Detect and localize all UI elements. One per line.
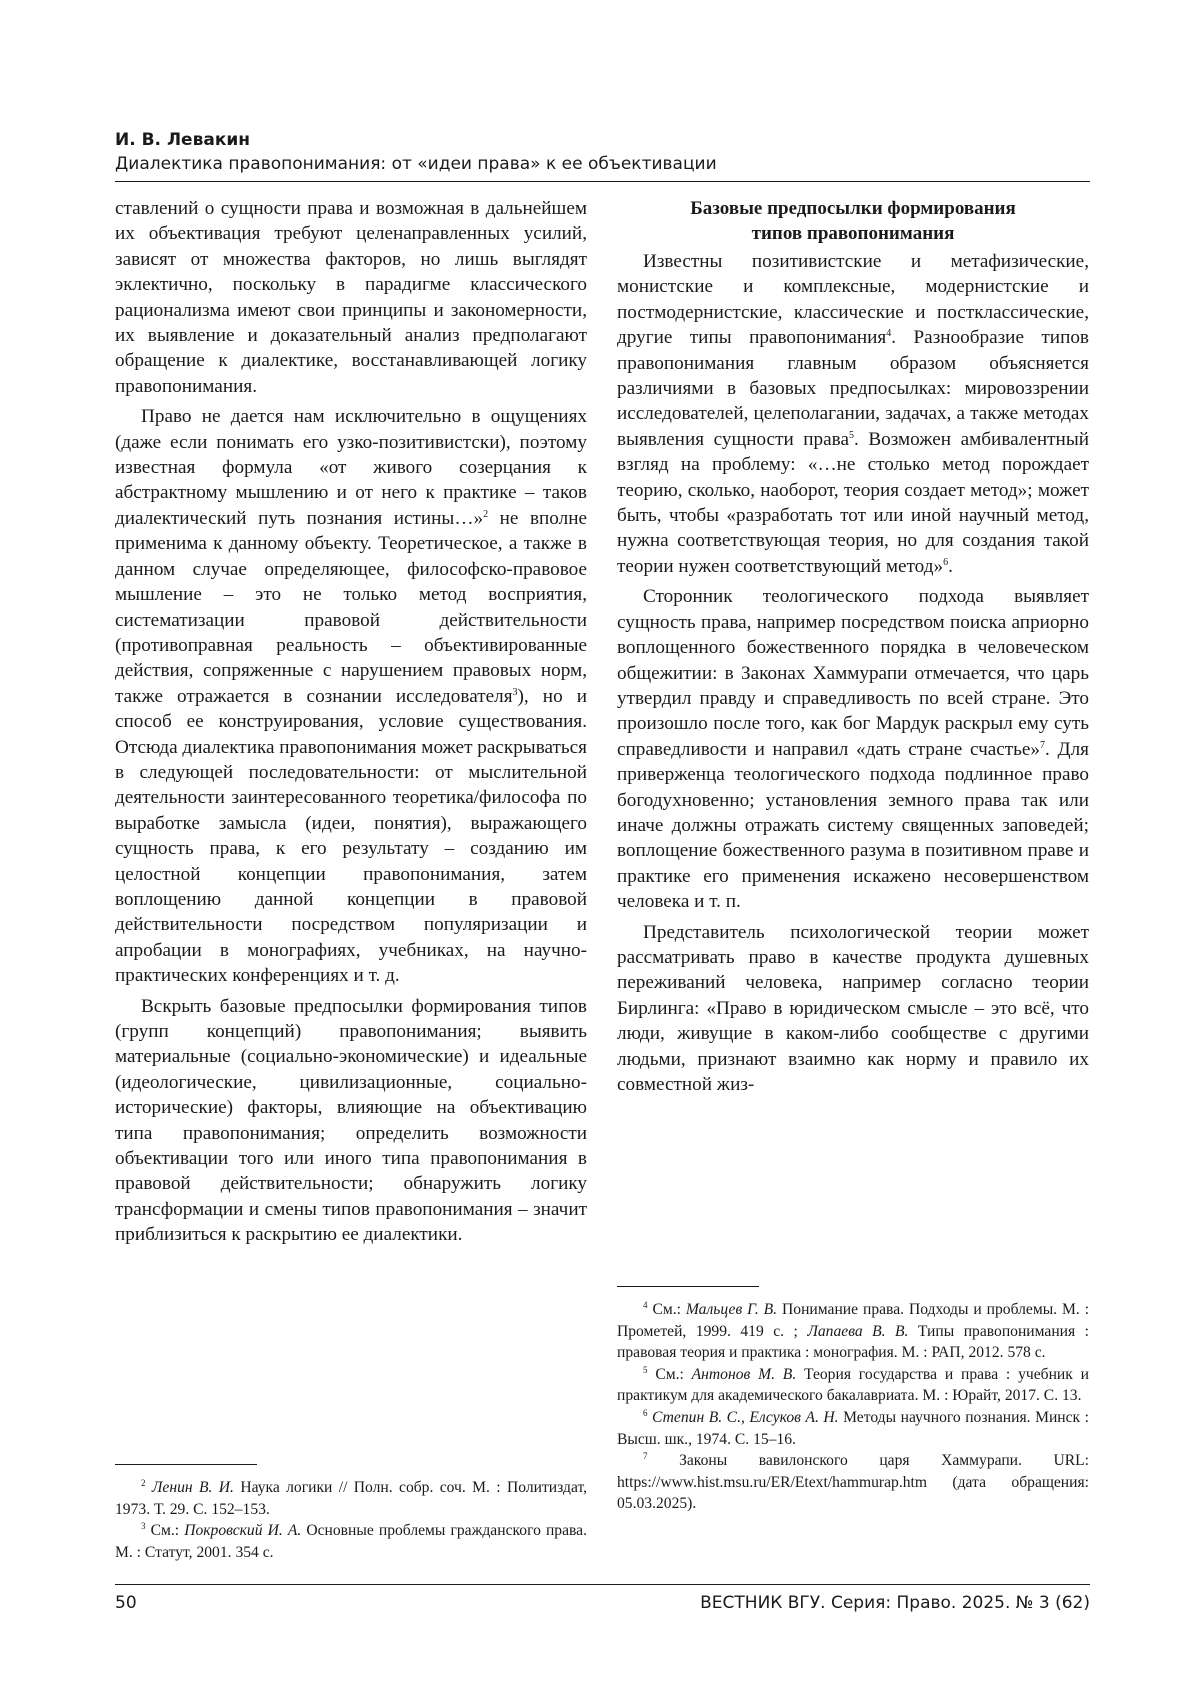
footnote-ref[interactable]: 2 — [483, 509, 488, 520]
footnote-rule — [617, 1286, 759, 1287]
right-paragraph-1: Известны позитивистские и метафизические, монистские и комплексные, модернистские и постмодернистские, классические и постклассические, другие типы правопонимания4. Разнообразие типов правопонимания главным образом объясняется различиями в базовых предпосылках: мировоззрении исследователей, целеполагании, задачах, а также методах выявления сущности права5. Возможен амбивалентный взгляд на проблему: «…не столько метод порождает теорию, сколько, наоборот, теория создает метод»; может быть, чтобы «разработать тот или иной научный метод, нужна соответствующая теория, но для создания такой теории нужен соответствующий метод»6. — [617, 249, 1089, 579]
left-paragraph-3: Вскрыть базовые предпосылки формирования типов (групп концепций) правопонимания; выявить материальные (социально-экономические) и идеальные (идеологические, цивилизационные, социально-исторические) факторы, влияющие на объективацию типа правопонимания; определить возможности объективации того или иного типа правопонимания в правовой действительности; обнаружить логику трансформации и смены типов правопонимания – значит приблизиться к раскрытию ее диалектики. — [115, 994, 587, 1248]
footnotes-left — [115, 1464, 587, 1563]
footnote-7-link[interactable]: Законы вавилонского царя Хаммурапи. URL: https://www.hist.msu.ru/ER/Etext/hammurap.htm (дата обращения: 05.03.2025). — [617, 1452, 1089, 1512]
footnote-3: 3 См.: Покровский И. А. Основные проблемы гражданского права. М. : Статут, 2001. 354 с. — [115, 1520, 587, 1563]
left-paragraph-2: Право не дается нам исключительно в ощущениях (даже если понимать его узко-позитивистски), поэтому известная формула «от живого созерцания к абстрактному мышлению и от него к практике – таков диалектический путь познания истины…»2 не вполне применима к данному объекту. Теоретическое, а также в данном случае определяющее, философско-правовое мышление – это не только метод восприятия, систематизации правовой действительности (противоправная реальность – объективированные действия, сопряженные с нарушением правовых норм, также отражается в сознании исследователя3), но и способ ее конструирования, условие существования. Отсюда диалектика правопонимания может раскрываться в следующей последовательности: от мыслительной деятельности заинтересованного теоретика/философа по выработке замысла (идеи, понятия), выражающего сущность права, к его результату – созданию им целостной концепции правопонимания, затем воплощению данной концепции в правовой действительности посредством популяризации и апробации в монографиях, учебниках, на научно-практических конференциях и т. д. — [115, 404, 587, 988]
footnote-rule — [115, 1464, 257, 1465]
footnotes-right — [617, 1286, 1089, 1515]
footnote-5: 5 См.: Антонов М. В. Теория государства и права : учебник и практикум для академического бакалавриата. М. : Юрайт, 2017. С. 13. — [617, 1364, 1089, 1407]
section-heading: Базовые предпосылки формирования типов правопонимания — [617, 196, 1089, 246]
footnote-7: 7 Законы вавилонского царя Хаммурапи. URL: https://www.hist.msu.ru/ER/Etext/hammurap.htm (дата обращения: 05.03.2025). — [617, 1450, 1089, 1515]
footnote-ref[interactable]: 5 — [849, 430, 854, 441]
header-rule — [115, 181, 1090, 182]
running-head — [115, 128, 1090, 176]
footnote-ref[interactable]: 4 — [886, 328, 891, 339]
journal-name: ВЕСТНИК ВГУ. Серия: Право. 2025. № 3 (62) — [700, 1591, 1090, 1615]
page-number: 50 — [115, 1591, 137, 1615]
right-paragraph-2: Сторонник теологического подхода выявляет сущность права, например посредством поиска априорно воплощенного божественного порядка в человеческом общежитии: в Законах Хаммурапи отмечается, что царь утвердил правду и справедливость по всей стране. Это произошло после того, как бог Мардук раскрыл ему суть справедливости и направил «дать стране счастье»7. Для приверженца теологического подхода подлинное право богодухновенно; установления земного права так или иначе должны отражать систему священных заповедей; воплощение божественного разума в позитивном праве и практике его применения искажено несовершенством человека и т. п. — [617, 584, 1089, 914]
right-paragraph-3: Представитель психологической теории может рассматривать право в качестве продукта душевных переживаний человека, например согласно теории Бирлинга: «Право в юридическом смысле – это всё, что люди, живущие в каком-либо сообществе с другими людьми, признают взаимно как норму и правило их совместной жиз- — [617, 920, 1089, 1098]
footnote-6: 6 Степин В. С., Елсуков А. Н. Методы научного познания. Минск : Высш. шк., 1974. С. 15–16. — [617, 1407, 1089, 1450]
footnote-4: 4 См.: Мальцев Г. В. Понимание права. Подходы и проблемы. М. : Прометей, 1999. 419 с. ; Лапаева В. В. Типы правопонимания : правовая теория и практика : монография. М. : РАП, 2012. 578 с. — [617, 1299, 1089, 1364]
header-author: И. В. Левакин — [115, 128, 1090, 152]
footnote-ref[interactable]: 6 — [943, 557, 948, 568]
right-column — [617, 196, 1089, 1097]
footer-rule — [115, 1584, 1090, 1585]
footnote-2: 2 Ленин В. И. Наука логики // Полн. собр. соч. М. : Политиздат, 1973. Т. 29. С. 152–153. — [115, 1477, 587, 1520]
left-paragraph-1: ставлений о сущности права и возможная в дальнейшем их объективация требуют целенаправленных усилий, зависят от множества факторов, но лишь выглядят эклектично, поскольку в парадигме классического рационализма имеют свои принципы и закономерности, их выявление и доказательный анализ предполагают обращение к диалектике, восстанавливающей логику правопонимания. — [115, 196, 587, 399]
header-article-title: Диалектика правопонимания: от «идеи права» к ее объективации — [115, 152, 1090, 176]
footnote-ref[interactable]: 7 — [1040, 740, 1045, 751]
left-column — [115, 196, 587, 1248]
footnote-ref[interactable]: 3 — [513, 687, 518, 698]
